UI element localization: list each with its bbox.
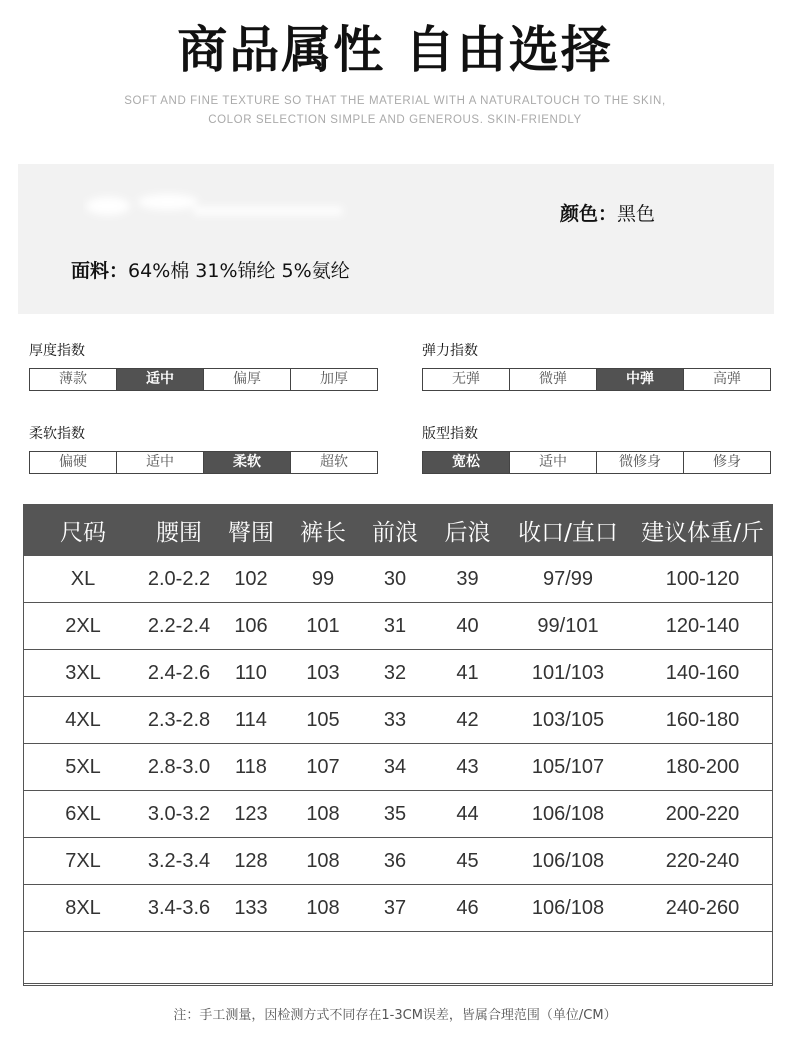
subtitle-line-2: COLOR SELECTION SIMPLE AND GENEROUS. SKIN-FRIENDLY (208, 114, 582, 126)
thickness-index-scale (29, 368, 378, 391)
table-cell: 32 (359, 650, 431, 697)
table-cell: 180-200 (632, 744, 773, 791)
table-cell: 2.3-2.8 (143, 697, 215, 744)
table-cell: 120-140 (632, 603, 773, 650)
elasticity-index-title: 弹力指数 (422, 343, 478, 359)
table-row (23, 838, 773, 885)
softness-option[interactable]: 超软 (290, 452, 377, 473)
fit-index-title: 版型指数 (422, 426, 478, 442)
elasticity-option[interactable]: 高弹 (683, 369, 770, 390)
softness-index-title: 柔软指数 (29, 426, 85, 442)
table-cell: 123 (215, 791, 287, 838)
table-header-row (23, 504, 773, 556)
page-subtitle (0, 92, 790, 130)
table-cell: 108 (287, 791, 359, 838)
table-cell: 220-240 (632, 838, 773, 885)
table-cell: 106/108 (504, 838, 632, 885)
table-cell: 3.4-3.6 (143, 885, 215, 932)
table-cell: 102 (215, 556, 287, 603)
table-cell: 3XL (23, 650, 143, 697)
thickness-option[interactable]: 薄款 (59, 371, 87, 387)
table-cell: 103 (287, 650, 359, 697)
elasticity-index-scale (422, 368, 771, 391)
table-cell: 42 (431, 697, 504, 744)
softness-index-scale (29, 451, 378, 474)
table-cell: 99/101 (504, 603, 632, 650)
fit-index-scale (422, 451, 771, 474)
table-cell: 44 (431, 791, 504, 838)
table-cell: 4XL (23, 697, 143, 744)
table-cell: 240-260 (632, 885, 773, 932)
softness-option[interactable]: 柔软 (203, 452, 290, 473)
table-cell: 99 (287, 556, 359, 603)
empty-cell (23, 932, 773, 984)
color-value: 黑色 (617, 203, 656, 225)
column-header: 前浪 (359, 504, 431, 556)
table-cell: 140-160 (632, 650, 773, 697)
elasticity-option[interactable]: 无弹 (452, 371, 480, 387)
table-cell: 7XL (23, 838, 143, 885)
table-cell: 45 (431, 838, 504, 885)
fit-option[interactable]: 微修身 (596, 452, 683, 473)
table-cell: 30 (359, 556, 431, 603)
table-cell: 128 (215, 838, 287, 885)
table-cell: 108 (287, 885, 359, 932)
table-cell: 106/108 (504, 885, 632, 932)
thickness-option[interactable]: 加厚 (290, 369, 377, 390)
subtitle-line-1: SOFT AND FINE TEXTURE SO THAT THE MATERIAL WITH A NATURALTOUCH TO THE SKIN, (124, 95, 666, 107)
table-row (23, 603, 773, 650)
table-cell: 37 (359, 885, 431, 932)
table-cell: 160-180 (632, 697, 773, 744)
table-cell: 39 (431, 556, 504, 603)
table-cell: 97/99 (504, 556, 632, 603)
column-header: 腰围 (143, 504, 215, 556)
table-cell: 118 (215, 744, 287, 791)
table-cell: 35 (359, 791, 431, 838)
table-row (23, 791, 773, 838)
table-cell: 41 (431, 650, 504, 697)
table-cell: 107 (287, 744, 359, 791)
table-cell: 36 (359, 838, 431, 885)
fit-option[interactable]: 修身 (683, 452, 770, 473)
table-cell: 2.2-2.4 (143, 603, 215, 650)
table-cell: 101 (287, 603, 359, 650)
table-cell: 103/105 (504, 697, 632, 744)
table-cell: 46 (431, 885, 504, 932)
table-cell: 6XL (23, 791, 143, 838)
table-cell: 105/107 (504, 744, 632, 791)
column-header: 尺码 (23, 504, 143, 556)
elasticity-option[interactable]: 中弹 (596, 369, 683, 390)
table-cell: 2.0-2.2 (143, 556, 215, 603)
fit-option[interactable]: 适中 (509, 452, 596, 473)
table-cell: 34 (359, 744, 431, 791)
product-info-panel (18, 164, 774, 314)
table-cell: 2XL (23, 603, 143, 650)
fabric-label: 面料： (71, 260, 129, 282)
table-cell: 110 (215, 650, 287, 697)
measurement-note: 注：手工测量，因检测方式不同存在1-3CM误差，皆属合理范围（单位/CM） (173, 1008, 617, 1023)
size-chart-table (23, 504, 773, 984)
table-cell: 31 (359, 603, 431, 650)
table-row (23, 885, 773, 932)
table-cell: 40 (431, 603, 504, 650)
table-cell: 3.2-3.4 (143, 838, 215, 885)
table-row (23, 744, 773, 791)
table-cell: 8XL (23, 885, 143, 932)
table-cell: 106/108 (504, 791, 632, 838)
table-cell: 3.0-3.2 (143, 791, 215, 838)
softness-option[interactable]: 适中 (116, 452, 203, 473)
thickness-option[interactable]: 适中 (116, 369, 203, 390)
table-cell: 2.4-2.6 (143, 650, 215, 697)
column-header: 臀围 (215, 504, 287, 556)
table-cell: 133 (215, 885, 287, 932)
table-cell: 105 (287, 697, 359, 744)
column-header: 后浪 (431, 504, 504, 556)
table-cell: 101/103 (504, 650, 632, 697)
table-cell: 2.8-3.0 (143, 744, 215, 791)
elasticity-option[interactable]: 微弹 (509, 369, 596, 390)
table-empty-row (23, 932, 773, 984)
color-attribute (560, 199, 655, 226)
color-label: 颜色： (560, 203, 618, 225)
thickness-index-title: 厚度指数 (29, 343, 85, 359)
table-cell: XL (23, 556, 143, 603)
fabric-attribute (71, 256, 350, 283)
table-cell: 106 (215, 603, 287, 650)
page-title: 商品属性 自由选择 (177, 21, 613, 79)
table-cell: 108 (287, 838, 359, 885)
table-cell: 114 (215, 697, 287, 744)
table-row (23, 556, 773, 603)
table-cell: 200-220 (632, 791, 773, 838)
column-header: 建议体重/斤 (632, 504, 773, 556)
fit-option[interactable]: 宽松 (423, 452, 509, 473)
table-cell: 33 (359, 697, 431, 744)
table-row (23, 650, 773, 697)
fabric-value: 64%棉 31%锦纶 5%氨纶 (128, 260, 350, 282)
column-header: 裤长 (287, 504, 359, 556)
table-cell: 43 (431, 744, 504, 791)
table-row (23, 697, 773, 744)
table-cell: 5XL (23, 744, 143, 791)
table-cell: 100-120 (632, 556, 773, 603)
column-header: 收口/直口 (504, 504, 632, 556)
thickness-option[interactable]: 偏厚 (203, 369, 290, 390)
softness-option[interactable]: 偏硬 (59, 454, 87, 470)
blurred-logo-mark (83, 186, 348, 226)
